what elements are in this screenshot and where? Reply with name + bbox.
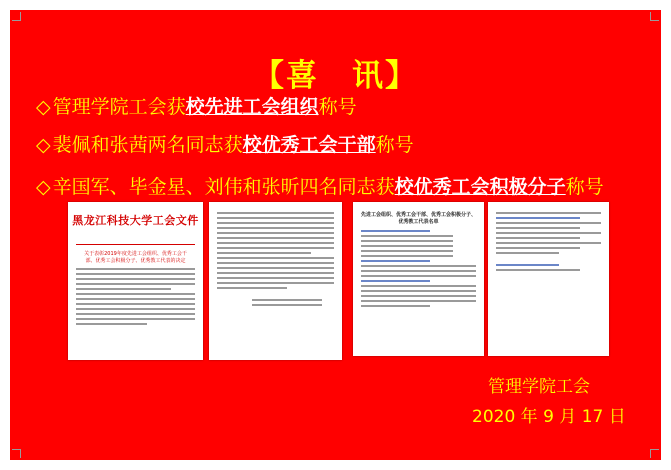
name-list-title: 先进工会组织、优秀工会干部、优秀工会积极分子、优秀教工代表名单 — [361, 212, 477, 225]
footer-organization: 管理学院工会 — [488, 377, 590, 397]
document-signature — [217, 299, 334, 306]
announcement-line-1 — [36, 92, 357, 119]
announcement-slide — [10, 10, 661, 460]
slide-title: 【喜 讯】 — [253, 58, 418, 94]
document-thumbnail-page-2 — [209, 202, 342, 360]
crop-mark-bottom-right — [650, 449, 659, 458]
announcement-suffix: 称号 — [375, 134, 414, 156]
document-divider — [76, 244, 195, 245]
announcement-prefix: 管理学院工会获 — [52, 96, 186, 118]
document-body-text — [217, 212, 334, 289]
crop-mark-bottom-left — [12, 449, 21, 458]
diamond-bullet-icon: ◇ — [36, 96, 51, 118]
document-body-text — [76, 268, 195, 325]
diamond-bullet-icon: ◇ — [36, 134, 51, 156]
footer-date: 2020 年 9 月 17 日 — [472, 407, 626, 427]
document-header: 黑龙江科技大学工会文件 — [72, 214, 199, 227]
announcement-prefix: 裴佩和张茜两名同志获 — [52, 134, 243, 156]
announcement-suffix: 称号 — [318, 96, 357, 118]
announcement-suffix: 称号 — [565, 176, 604, 198]
crop-mark-top-right — [650, 12, 659, 21]
announcement-award: 校先进工会组织 — [185, 96, 319, 118]
announcement-award: 校优秀工会积极分子 — [394, 176, 566, 198]
announcement-award: 校优秀工会干部 — [242, 134, 376, 156]
name-list-body — [361, 230, 476, 307]
document-thumbnail-name-list — [353, 202, 484, 356]
announcement-prefix: 辛国军、毕金星、刘伟和张昕四名同志获 — [52, 176, 395, 198]
announcement-line-3 — [36, 172, 604, 199]
announcement-line-2 — [36, 130, 414, 157]
document-thumbnail-notice — [68, 202, 203, 360]
crop-mark-top-left — [12, 12, 21, 21]
document-subtitle: 关于表彰2019年度先进工会组织、优秀工会干部、优秀工会积极分子、优秀教工代表的决定 — [84, 251, 187, 264]
document-thumbnail-name-list-2 — [488, 202, 609, 356]
name-list-body — [496, 212, 601, 271]
diamond-bullet-icon: ◇ — [36, 176, 51, 198]
document-number-placeholder — [68, 236, 203, 241]
